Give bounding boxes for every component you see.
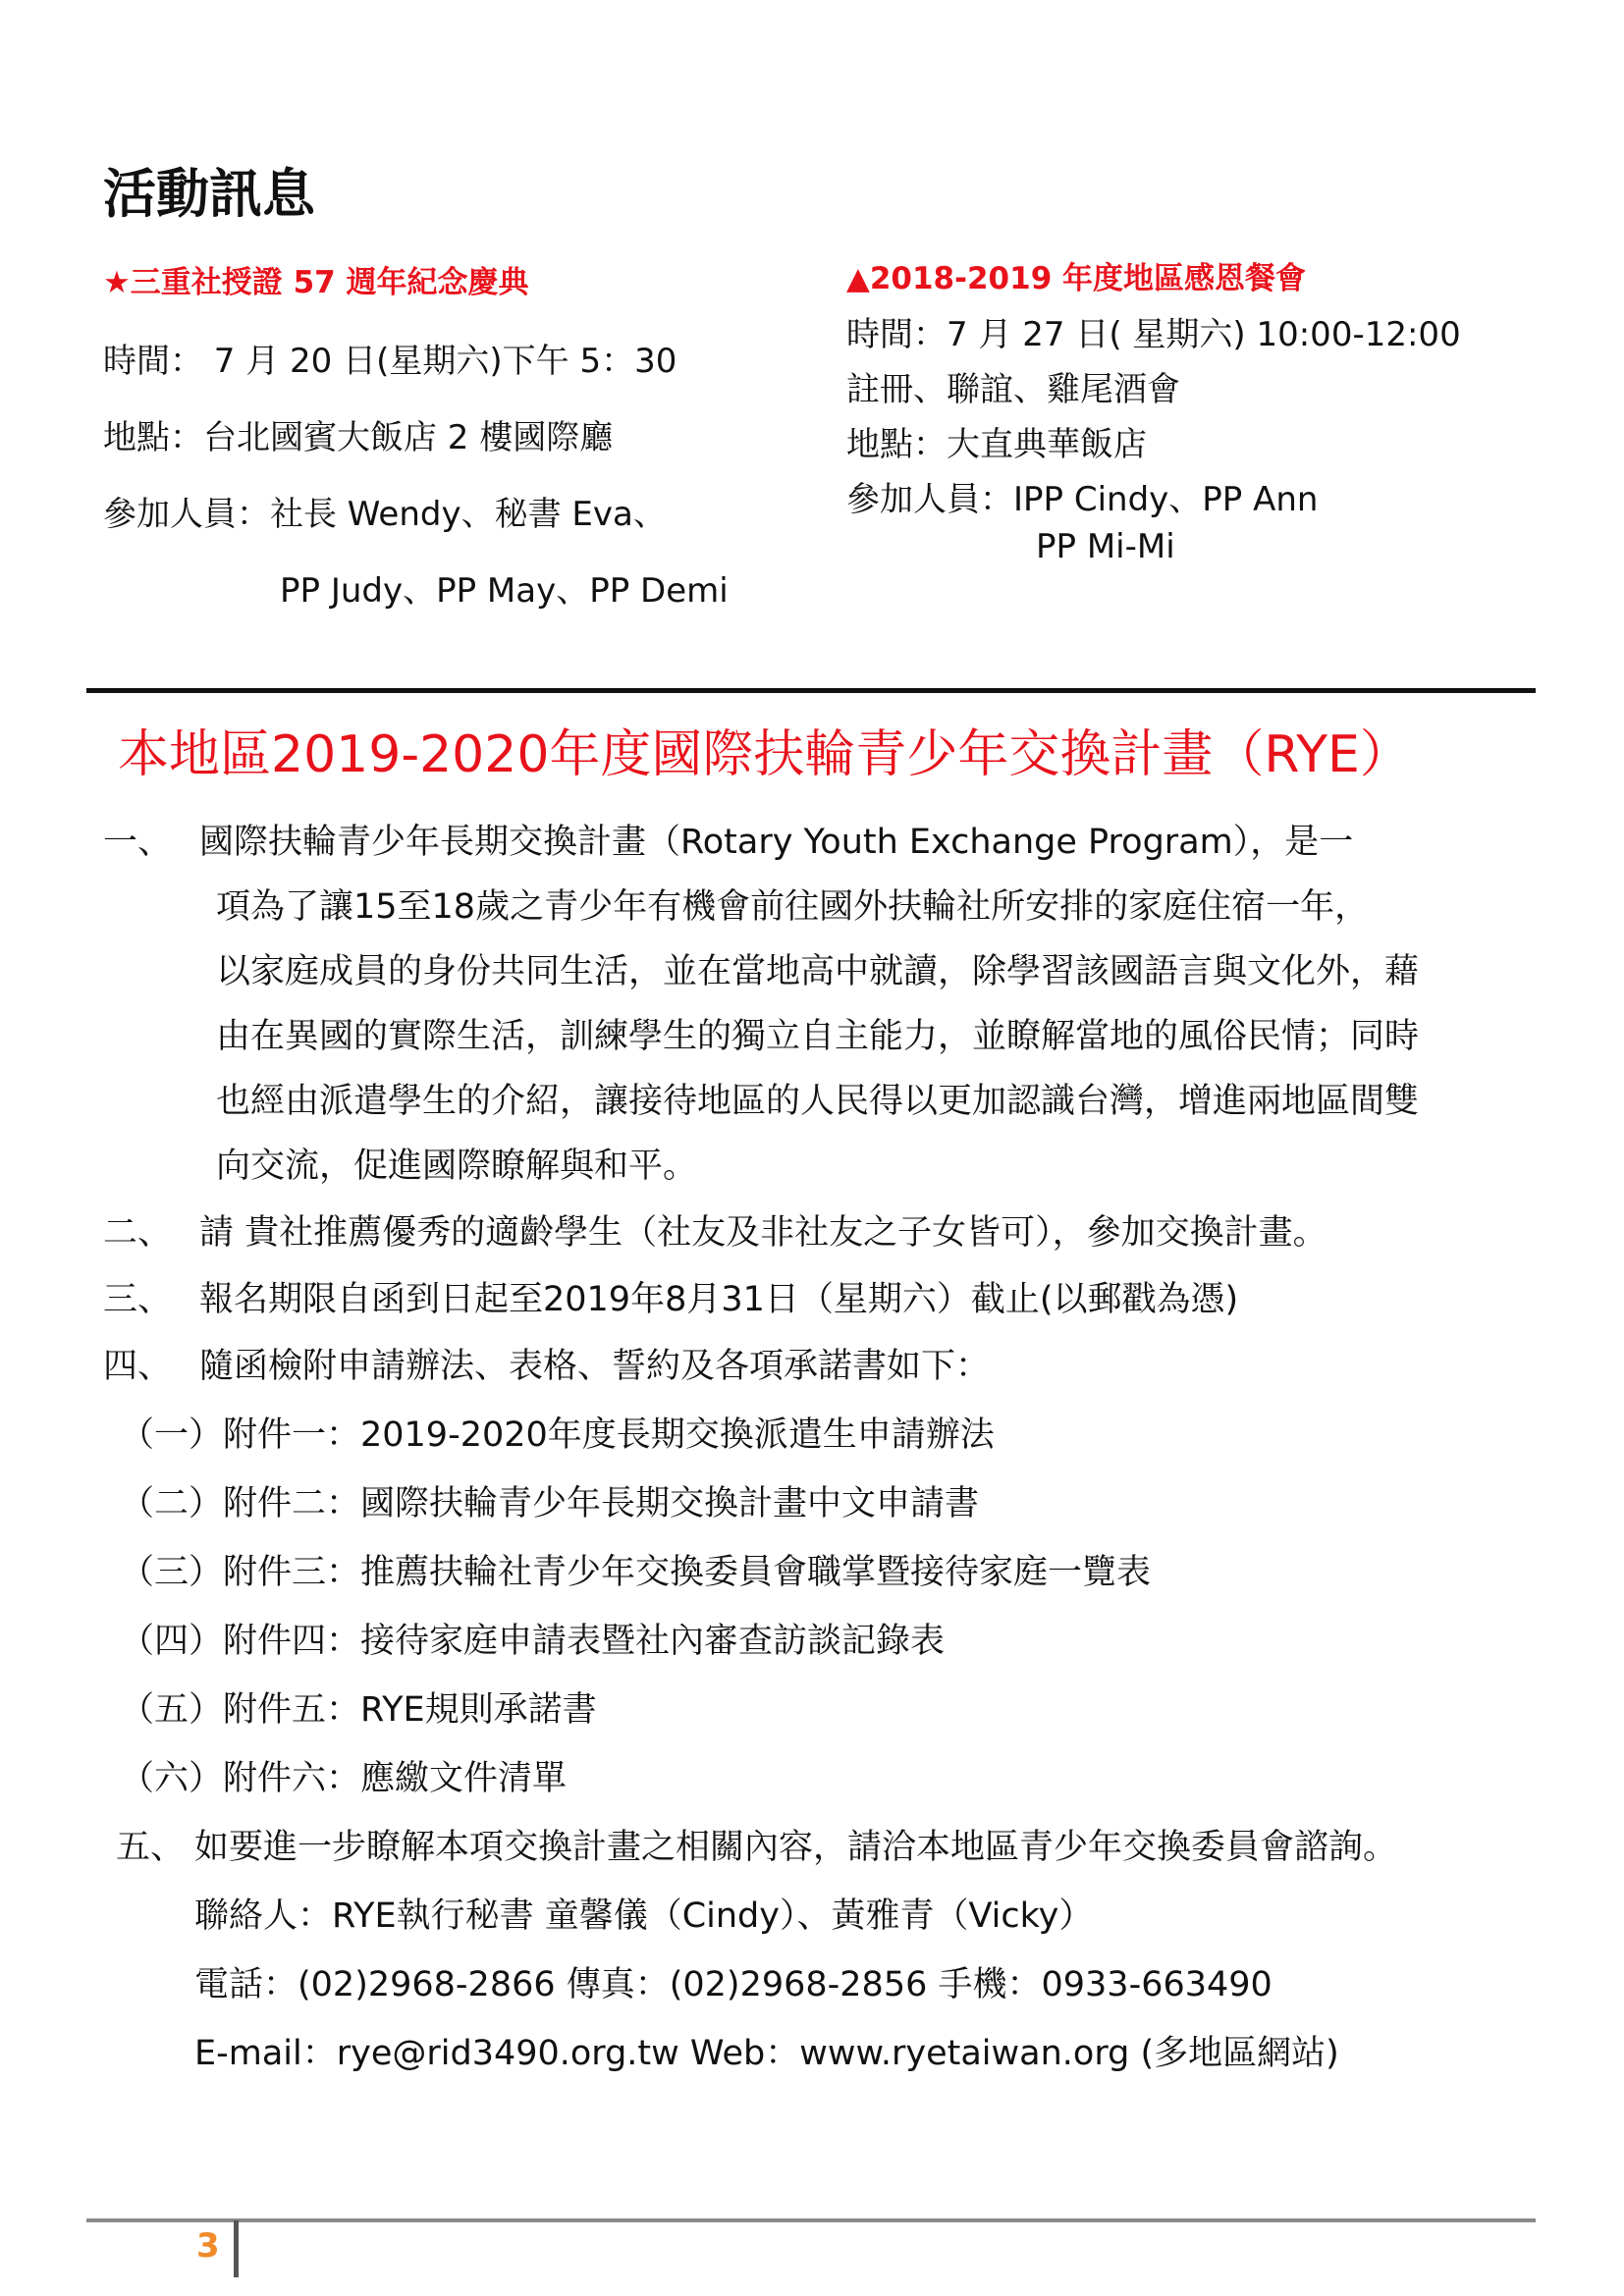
item-5-text: 如要進一步瞭解本項交換計畫之相關內容，請洽本地區青少年交換委員會諮詢。	[194, 1828, 1398, 1867]
item-1-line: 向交流，促進國際瞭解與和平。	[216, 1147, 698, 1186]
item-1-line: 由在異國的實際生活，訓練學生的獨立自主能力，並瞭解當地的風俗民情；同時	[216, 1017, 1420, 1056]
event-left-title: ★三重社授證 57 週年紀念慶典	[103, 265, 529, 300]
event-left-attendees-2: PP Judy、PP May、PP Demi	[280, 571, 729, 611]
footer-divider	[234, 2220, 239, 2277]
item-2-text: 請 貴社推薦優秀的適齡學生（社友及非社友之子女皆可），參加交換計畫。	[199, 1213, 1327, 1253]
rye-title: 本地區2019-2020年度國際扶輪青少年交換計畫（RYE）	[118, 725, 1411, 784]
item-1-number: 一、	[103, 823, 173, 862]
event-right-attendees-2: PP Mi-Mi	[1036, 527, 1175, 566]
item-1-line: 國際扶輪青少年長期交換計畫（Rotary Youth Exchange Program），是一	[199, 823, 1354, 862]
footer-rule	[86, 2218, 1536, 2222]
attachment-item: （二）附件二：國際扶輪青少年長期交換計畫中文申請書	[120, 1484, 980, 1523]
item-4-text: 隨函檢附申請辦法、表格、誓約及各項承諾書如下：	[199, 1347, 991, 1386]
page-title: 活動訊息	[103, 163, 315, 225]
event-right-title: ▲2018-2019 年度地區感恩餐會	[846, 261, 1307, 296]
item-4-number: 四、	[103, 1347, 173, 1386]
event-left-time: 時間： 7 月 20 日(星期六)下午 5：30	[103, 342, 677, 381]
item-1-clipped-lines	[216, 944, 1543, 1219]
item-1-line: 項為了讓15至18歲之青少年有機會前往國外扶輪社所安排的家庭住宿一年，	[216, 887, 1370, 927]
event-right-attendees-1: 參加人員：IPP Cindy、PP Ann	[846, 480, 1319, 519]
event-left-attendees-1: 參加人員：社長 Wendy、秘書 Eva、	[103, 495, 667, 534]
contact-email: E-mail：rye@rid3490.org.tw Web：www.ryetaiwan.org (多地區網站)	[194, 2034, 1339, 2073]
attachment-item: （四）附件四：接待家庭申請表暨社內審查訪談記錄表	[120, 1622, 946, 1661]
attachment-item: （三）附件三：推薦扶輪社青少年交換委員會職掌暨接待家庭一覽表	[120, 1553, 1152, 1592]
item-2-number: 二、	[103, 1213, 173, 1253]
item-5-number: 五、	[116, 1828, 186, 1867]
page-number: 3	[196, 2226, 220, 2266]
item-3-text: 報名期限自函到日起至2019年8月31日（星期六）截止(以郵戳為憑)	[199, 1280, 1239, 1319]
event-right-place: 地點：大直典華飯店	[846, 425, 1147, 464]
event-right-time: 時間：7 月 27 日( 星期六) 10:00-12:00	[846, 315, 1461, 354]
event-right-program: 註冊、聯誼、雞尾酒會	[846, 370, 1180, 409]
section-divider	[86, 688, 1536, 693]
attachment-item: （五）附件五：RYE規則承諾書	[120, 1690, 597, 1730]
item-1-line: 也經由派遣學生的介紹，讓接待地區的人民得以更加認識台灣，增進兩地區間雙	[216, 1082, 1420, 1121]
contact-phone: 電話：(02)2968-2866 傳真：(02)2968-2856 手機：0933-663490	[194, 1965, 1272, 2004]
attachment-item: （一）附件一：2019-2020年度長期交換派遣生申請辦法	[120, 1415, 995, 1455]
attachment-item: （六）附件六：應繳文件清單	[120, 1759, 568, 1798]
item-1-line: 以家庭成員的身份共同生活，並在當地高中就讀，除學習該國語言與文化外，藉	[216, 952, 1420, 991]
item-3-number: 三、	[103, 1280, 173, 1319]
contact-person: 聯絡人：RYE執行秘書 童馨儀（Cindy）、黃雅青（Vicky）	[194, 1896, 1094, 1936]
event-left-place: 地點：台北國賓大飯店 2 樓國際廳	[103, 418, 614, 457]
